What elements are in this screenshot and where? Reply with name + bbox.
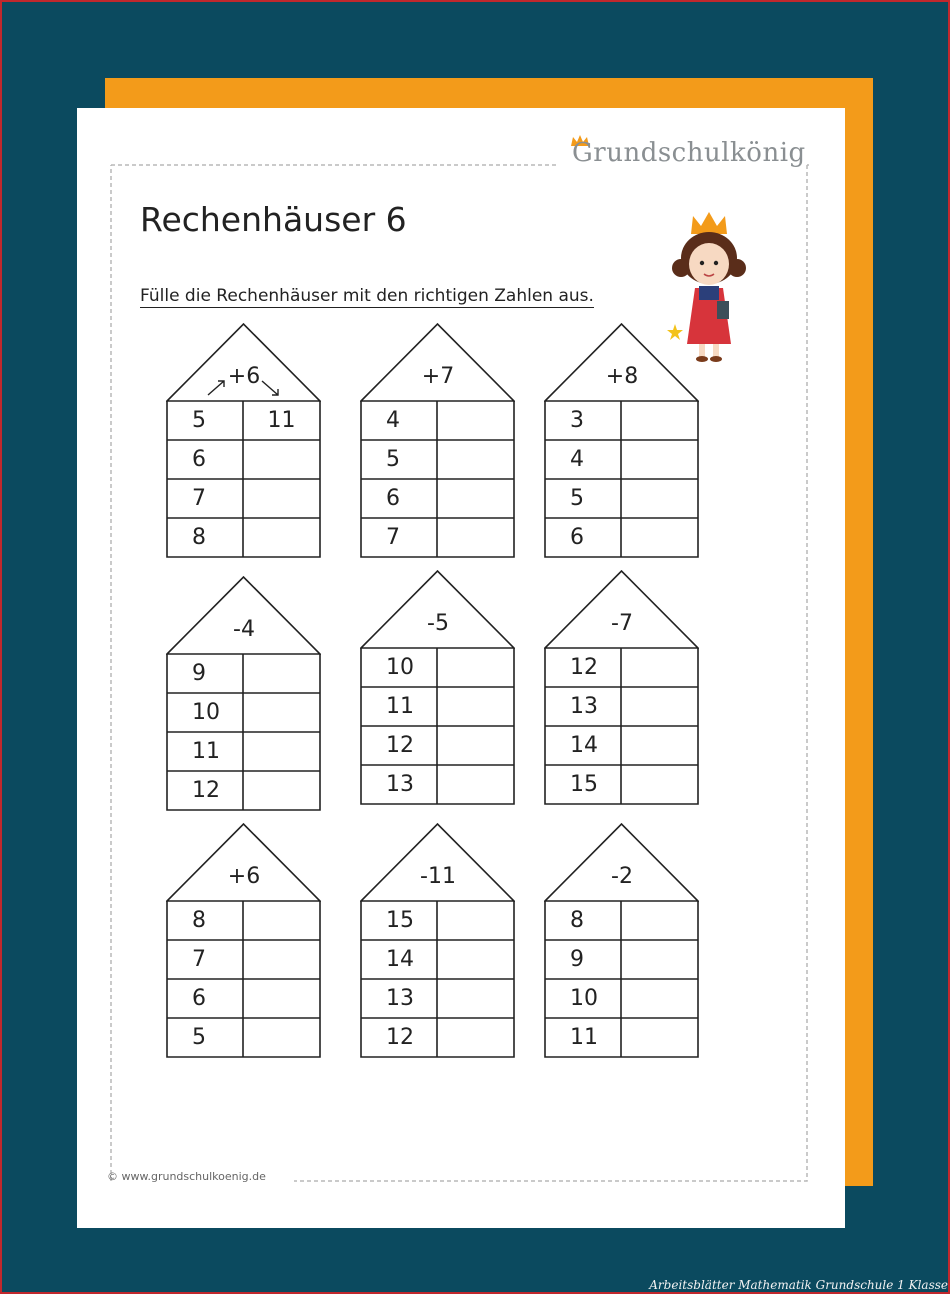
house-input-number: 8 [192,908,206,933]
house-input-number: 5 [386,447,400,472]
house-answer-cell[interactable] [244,772,319,810]
calc-house [360,823,516,1059]
house-answer-cell[interactable] [622,480,697,518]
house-input-number: 11 [192,739,220,764]
house-answer-cell[interactable] [244,519,319,557]
calc-house [166,823,322,1059]
house-answer-cell[interactable] [244,655,319,693]
house-input-number: 12 [192,778,220,803]
house-input-number: 11 [386,694,414,719]
house-answer-cell[interactable] [622,980,697,1018]
house-answer-cell[interactable] [244,480,319,518]
house-operation: +8 [605,364,639,389]
worksheet [77,108,845,1228]
calc-house [166,576,322,812]
house-input-number: 10 [570,986,598,1011]
image-caption: Arbeitsblätter Mathematik Grundschule 1 Klasse [649,1278,948,1292]
house-input-number: 9 [192,661,206,686]
calc-house [544,823,700,1059]
house-input-number: 4 [386,408,400,433]
house-answer-cell[interactable] [622,649,697,687]
house-operation: +6 [227,864,261,889]
house-input-number: 7 [192,486,206,511]
house-answer-cell[interactable] [438,480,513,518]
house-operation: -7 [611,611,633,636]
house-input-number: 6 [386,486,400,511]
house-answer-cell[interactable] [622,1019,697,1057]
house-answer-cell[interactable] [622,402,697,440]
house-input-number: 10 [192,700,220,725]
house-input-number: 3 [570,408,584,433]
house-operation: -4 [233,617,255,642]
house-answer-cell[interactable] [438,441,513,479]
house-answer-cell[interactable] [438,649,513,687]
house-input-number: 13 [386,986,414,1011]
house-answer-cell[interactable] [622,441,697,479]
house-operation: -2 [611,864,633,889]
footer-url: © www.grundschulkoenig.de [107,1170,266,1183]
house-answer-cell[interactable] [244,1019,319,1057]
house-answer-cell[interactable] [244,941,319,979]
house-input-number: 14 [570,733,598,758]
calc-house [544,570,700,806]
house-input-number: 5 [192,408,206,433]
house-input-number: 7 [192,947,206,972]
house-input-number: 15 [386,908,414,933]
house-answer-cell[interactable] [244,694,319,732]
house-input-number: 10 [386,655,414,680]
house-input-number: 13 [570,694,598,719]
house-input-number: 15 [570,772,598,797]
house-answer-cell[interactable] [438,980,513,1018]
house-answer-cell[interactable] [438,402,513,440]
page-title: Rechenhäuser 6 [140,200,407,239]
house-answer-cell[interactable] [244,441,319,479]
house-operation: -5 [427,611,449,636]
instruction-text: Fülle die Rechenhäuser mit den richtigen Zahlen aus. [140,286,594,306]
house-answer-cell[interactable] [622,766,697,804]
house-answer-cell[interactable] [438,1019,513,1057]
house-answer-cell[interactable] [438,902,513,940]
house-answer-cell[interactable] [622,688,697,726]
house-input-number: 7 [386,525,400,550]
house-input-number: 12 [386,1025,414,1050]
house-input-number: 8 [192,525,206,550]
house-input-number: 8 [570,908,584,933]
house-input-number: 11 [570,1025,598,1050]
house-answer-cell[interactable] [622,519,697,557]
house-answer-cell[interactable] [438,727,513,765]
house-input-number: 12 [386,733,414,758]
house-input-number: 4 [570,447,584,472]
house-answer-cell[interactable] [622,902,697,940]
house-operation: +7 [421,364,455,389]
calc-house [360,323,516,559]
house-answer-cell[interactable] [438,688,513,726]
house-input-number: 13 [386,772,414,797]
house-input-number: 6 [570,525,584,550]
house-answer-cell[interactable] [244,980,319,1018]
house-answer-cell[interactable] [244,733,319,771]
house-input-number: 14 [386,947,414,972]
calc-house [544,323,700,559]
calc-house [360,570,516,806]
house-answer-cell[interactable] [244,902,319,940]
house-answer-cell[interactable] [438,519,513,557]
house-input-number: 9 [570,947,584,972]
house-operation: +6 [227,364,261,389]
house-answer-cell[interactable] [622,727,697,765]
house-answer-cell[interactable] [438,766,513,804]
house-operation: -11 [420,864,456,889]
brand-logo: Grundschulkönig [572,138,806,168]
house-answer-cell[interactable] [438,941,513,979]
house-input-number: 12 [570,655,598,680]
house-input-number: 5 [570,486,584,511]
house-answer-cell[interactable]: 11 [267,408,296,433]
house-input-number: 6 [192,986,206,1011]
house-input-number: 6 [192,447,206,472]
house-answer-cell[interactable] [622,941,697,979]
house-input-number: 5 [192,1025,206,1050]
calc-house [166,323,322,559]
